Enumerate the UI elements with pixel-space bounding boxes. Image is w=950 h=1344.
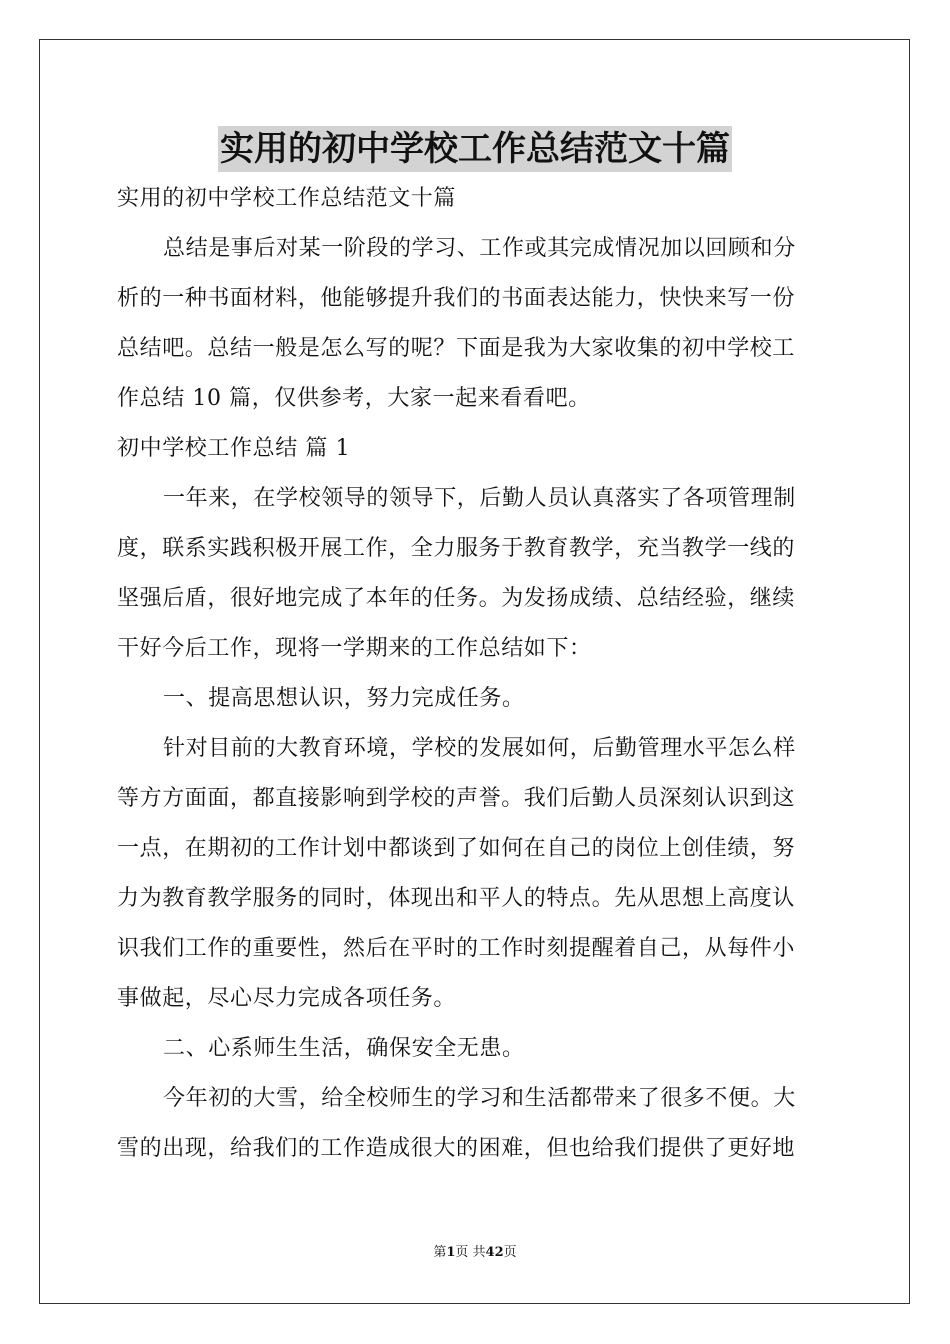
paragraph-line: 总结吧。总结一般是怎么写的呢？下面是我为大家收集的初中学校工: [117, 336, 796, 361]
paragraph-line: 等方方面面，都直接影响到学校的声誉。我们后勤人员深刻认识到这: [117, 786, 796, 811]
document-title: 实用的初中学校工作总结范文十篇: [218, 126, 732, 172]
current-page-number: 1: [446, 1245, 456, 1260]
total-page-number: 42: [485, 1245, 504, 1260]
page-footer: [0, 1244, 950, 1262]
title-container: [0, 126, 950, 172]
section-heading: 初中学校工作总结 篇 1: [117, 436, 351, 461]
paragraph-line: 今年初的大雪，给全校师生的学习和生活都带来了很多不便。大: [163, 1086, 796, 1111]
document-subtitle: 实用的初中学校工作总结范文十篇: [117, 186, 457, 211]
paragraph-line: 总结是事后对某一阶段的学习、工作或其完成情况加以回顾和分: [163, 236, 796, 261]
paragraph-line: 析的一种书面材料，他能够提升我们的书面表达能力，快快来写一份: [117, 286, 796, 311]
footer-suffix: 页: [503, 1245, 517, 1260]
paragraph-line: 事做起，尽心尽力完成各项任务。: [117, 986, 457, 1011]
subheading-line: 二、心系师生生活，确保安全无患。: [163, 1036, 525, 1061]
footer-mid: 页 共: [455, 1245, 486, 1260]
footer-prefix: 第: [433, 1245, 447, 1260]
paragraph-line: 度，联系实践积极开展工作，全力服务于教育教学，充当教学一线的: [117, 536, 796, 561]
paragraph-line: 识我们工作的重要性，然后在平时的工作时刻提醒着自己，从每件小: [117, 936, 796, 961]
paragraph-line: 一年来，在学校领导的领导下，后勤人员认真落实了各项管理制: [163, 486, 796, 511]
page-border: [39, 39, 910, 1304]
paragraph-line: 坚强后盾，很好地完成了本年的任务。为发扬成绩、总结经验，继续: [117, 586, 796, 611]
paragraph-line: 一点，在期初的工作计划中都谈到了如何在自己的岗位上创佳绩，努: [117, 836, 796, 861]
paragraph-line: 作总结 10 篇，仅供参考，大家一起来看看吧。: [117, 386, 591, 411]
subheading-line: 一、提高思想认识，努力完成任务。: [163, 686, 525, 711]
paragraph-line: 力为教育教学服务的同时，体现出和平人的特点。先从思想上高度认: [117, 886, 796, 911]
paragraph-line: 雪的出现，给我们的工作造成很大的困难，但也给我们提供了更好地: [117, 1136, 796, 1161]
paragraph-line: 干好今后工作，现将一学期来的工作总结如下：: [117, 636, 592, 661]
paragraph-line: 针对目前的大教育环境，学校的发展如何，后勤管理水平怎么样: [163, 736, 796, 761]
